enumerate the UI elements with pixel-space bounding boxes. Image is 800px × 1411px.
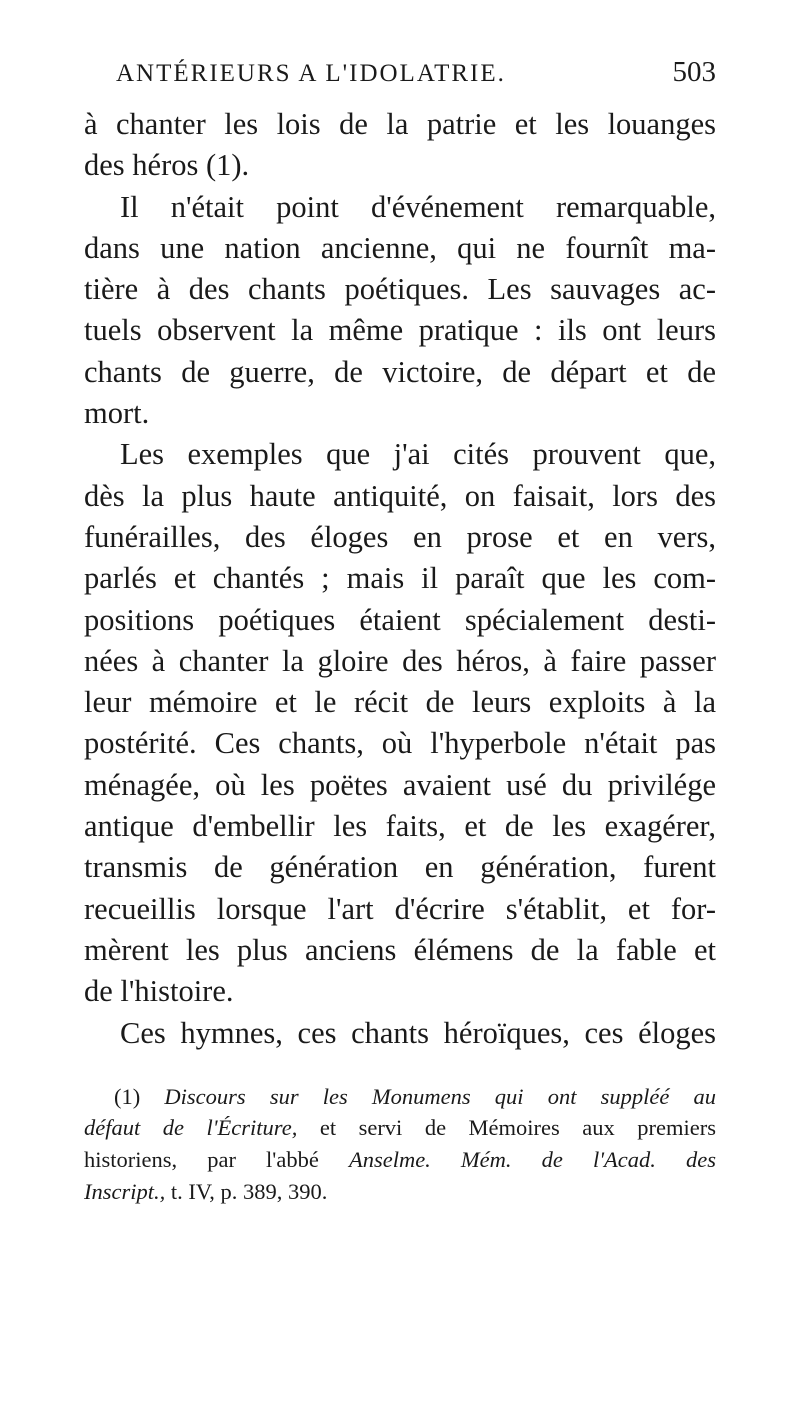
- text-line: Les exemples que j'ai cités prouvent que,: [120, 437, 716, 472]
- footnote-author: Anselme.: [348, 1147, 431, 1173]
- footnote-marker: (1): [114, 1083, 141, 1109]
- footnote: [84, 1081, 716, 1207]
- footnote-text: historiens, par l'abbé: [84, 1147, 349, 1173]
- text-line: de l'histoire.: [84, 974, 234, 1009]
- text-line: leur mémoire et le récit de leurs exploits à la: [84, 685, 716, 720]
- text-line: tuels observent la même pratique : ils ont leurs: [84, 313, 716, 348]
- text-line: transmis de génération en génération, furent: [84, 850, 716, 885]
- text-line: nées à chanter la gloire des héros, à faire passer: [84, 643, 716, 678]
- text-line: positions poétiques étaient spécialement desti-: [84, 602, 716, 637]
- text-line: tière à des chants poétiques. Les sauvages ac-: [84, 272, 716, 307]
- text-line: chants de guerre, de victoire, de départ et de: [84, 354, 716, 389]
- text-line: recueillis lorsque l'art d'écrire s'établit, et for-: [84, 891, 716, 926]
- footnote-line: [84, 1112, 716, 1144]
- text-line: Ces hymnes, ces chants héroïques, ces éloges: [120, 1015, 716, 1050]
- text-line: des héros (1).: [84, 148, 250, 183]
- text-line: dès la plus haute antiquité, on faisait, lors des: [84, 478, 716, 513]
- text-line: postérité. Ces chants, où l'hyperbole n'était pas: [84, 726, 716, 761]
- running-title: ANTÉRIEURS A L'IDOLATRIE.: [116, 60, 506, 87]
- footnote-title: Discours sur les Monumens qui ont suppléé au: [164, 1083, 716, 1109]
- footnote-text: et servi de Mémoires aux premiers: [297, 1115, 716, 1141]
- text-line: parlés et chantés ; mais il paraît que les com-: [84, 561, 716, 596]
- page-number: 503: [672, 56, 716, 88]
- text-line: antique d'embellir les faits, et de les exagérer,: [84, 809, 716, 844]
- body-text: [84, 104, 716, 1054]
- text-line: Il n'était point d'événement remarquable,: [120, 189, 716, 224]
- footnote-source: Mém. de l'Acad. des: [430, 1147, 716, 1173]
- text-line: mèrent les plus anciens élémens de la fable et: [84, 932, 716, 967]
- text-line: à chanter les lois de la patrie et les louanges: [84, 107, 716, 141]
- text-line: funérailles, des éloges en prose et en vers,: [84, 519, 716, 554]
- footnote-line: [84, 1176, 716, 1208]
- book-page: [84, 0, 716, 1207]
- footnote-source-cont: Inscript.,: [84, 1178, 166, 1204]
- footnote-line: [84, 1144, 716, 1176]
- footnote-reference: t. IV, p. 389, 390.: [165, 1178, 328, 1204]
- text-line: ménagée, où les poëtes avaient usé du privilége: [84, 767, 716, 802]
- text-line: dans une nation ancienne, qui ne fournît ma-: [84, 230, 716, 265]
- page-header: [84, 0, 716, 104]
- footnote-title-cont: défaut de l'Écriture,: [84, 1115, 298, 1141]
- text-line: mort.: [84, 396, 150, 431]
- footnote-line: [84, 1081, 716, 1113]
